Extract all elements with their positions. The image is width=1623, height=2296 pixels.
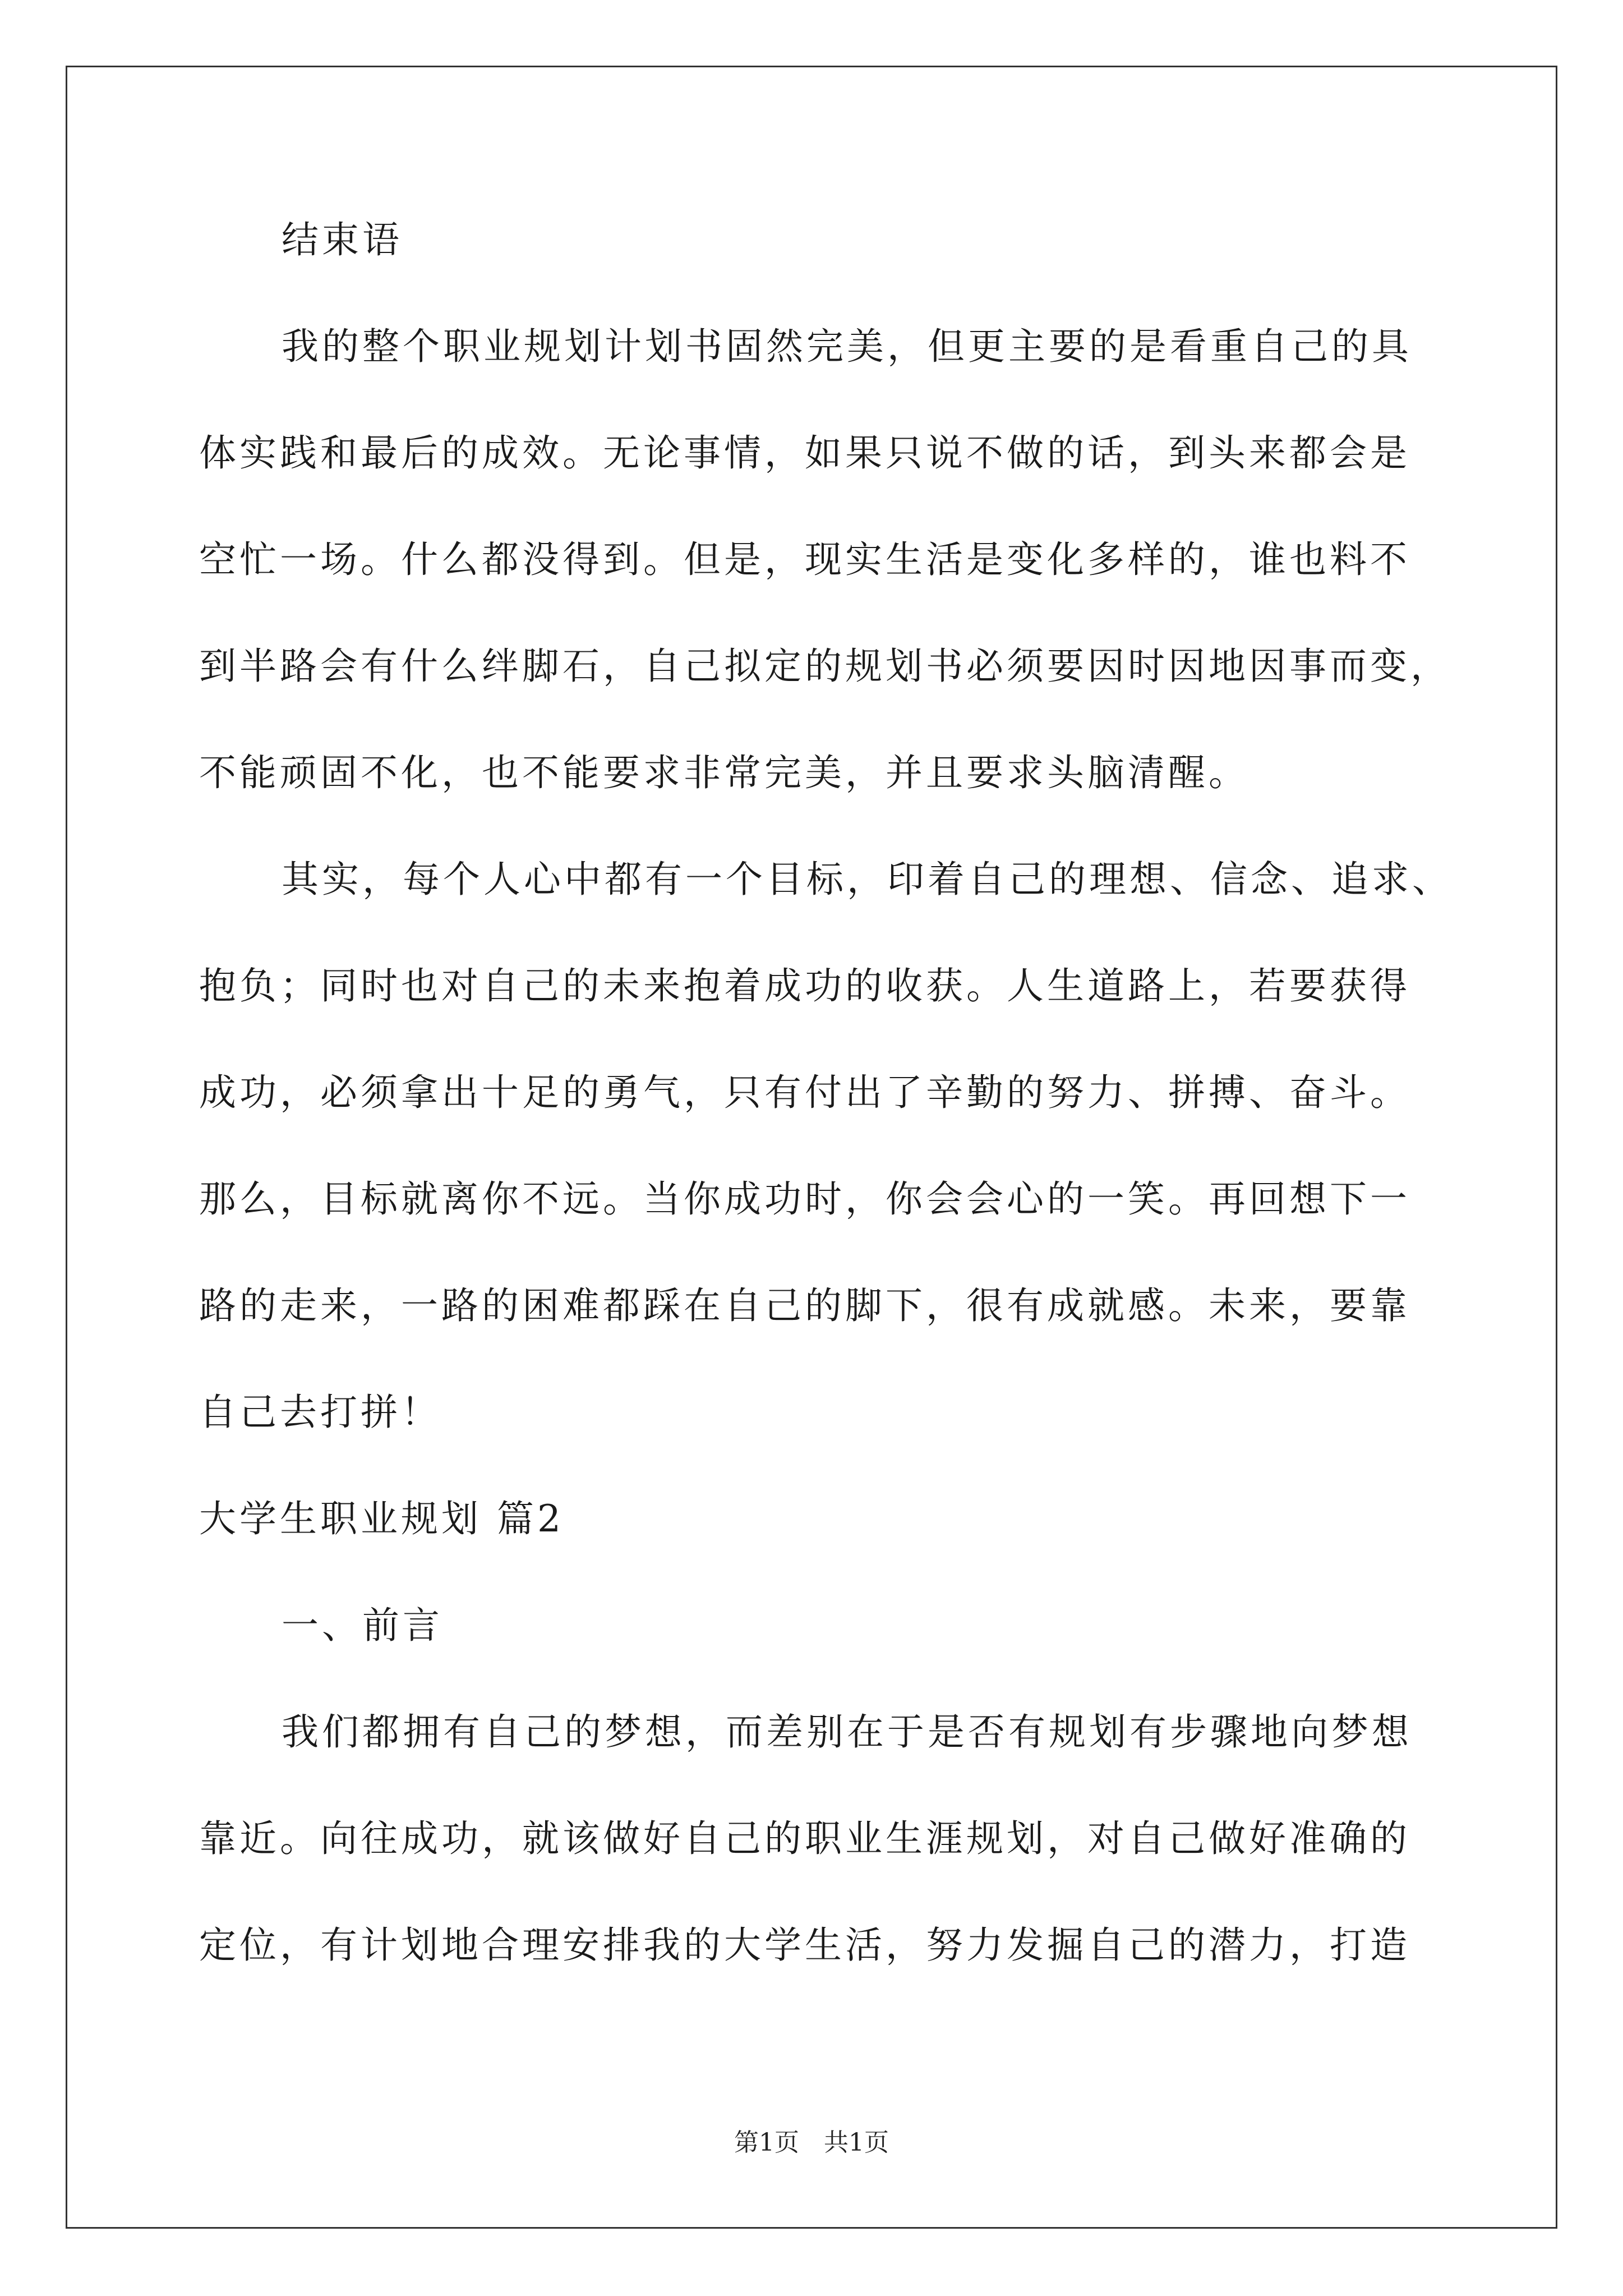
text-line: 我们都拥有自己的梦想，而差别在于是否有规划有步骤地向梦想 [282, 1710, 1412, 1754]
section-heading: 结束语 [282, 218, 403, 261]
text-line: 其实，每个人心中都有一个目标，印着自己的理想、信念、追求、 [282, 858, 1453, 901]
text-line: 路的走来，一路的困难都踩在自己的脚下，很有成就感。未来，要靠 [199, 1284, 1410, 1327]
page-border [66, 66, 1557, 2229]
text-line: 定位，有计划地合理安排我的大学生活，努力发掘自己的潜力，打造 [199, 1924, 1410, 1967]
text-line: 成功，必须拿出十足的勇气，只有付出了辛勤的努力、拼搏、奋斗。 [199, 1071, 1410, 1114]
page-total: 共1页 [824, 2128, 889, 2157]
text-line: 抱负；同时也对自己的未来抱着成功的收获。人生道路上，若要获得 [199, 964, 1410, 1007]
text-line: 自己去打拼！ [199, 1391, 441, 1434]
text-line: 那么，目标就离你不远。当你成功时，你会会心的一笑。再回想下一 [199, 1177, 1410, 1221]
page-footer [0, 2126, 1623, 2160]
article-title: 大学生职业规划 篇2 [199, 1497, 564, 1540]
text-line: 不能顽固不化，也不能要求非常完美，并且要求头脑清醒。 [199, 751, 1249, 794]
text-line: 靠近。向往成功，就该做好自己的职业生涯规划，对自己做好准确的 [199, 1817, 1410, 1860]
text-line: 我的整个职业规划计划书固然完美，但更主要的是看重自己的具 [282, 325, 1412, 368]
text-line: 空忙一场。什么都没得到。但是，现实生活是变化多样的，谁也料不 [199, 538, 1410, 581]
page-number: 第1页 [734, 2128, 799, 2157]
text-line: 体实践和最后的成效。无论事情，如果只说不做的话，到头来都会是 [199, 431, 1410, 475]
section-heading: 一、前言 [282, 1604, 443, 1647]
text-line: 到半路会有什么绊脚石，自己拟定的规划书必须要因时因地因事而变， [199, 645, 1451, 688]
